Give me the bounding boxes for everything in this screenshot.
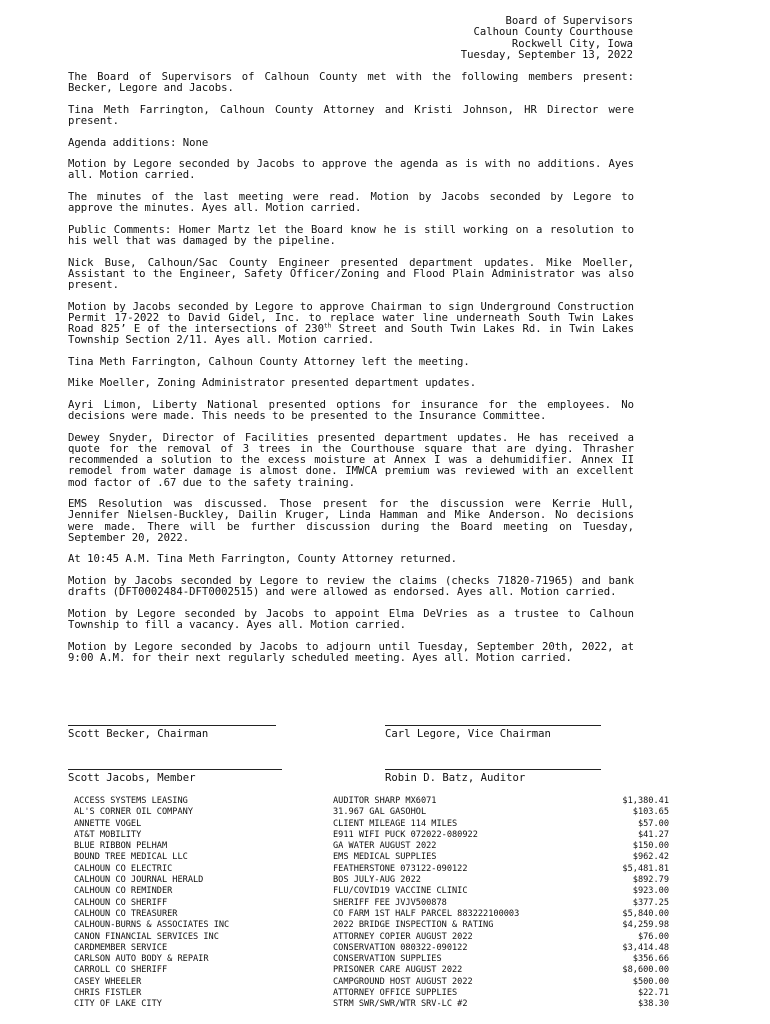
claim-vendor: ACCESS SYSTEMS LEASING [74, 796, 188, 806]
claim-amount: $8,600.00 [622, 965, 669, 976]
claim-amount: $22.71 [637, 988, 669, 999]
claim-row [74, 965, 669, 976]
claim-description: CONSERVATION SUPPLIES [333, 954, 442, 965]
claim-vendor: AT&T MOBILITY [74, 829, 142, 840]
paragraph-facilities: Dewey Snyder, Director of Facilities presented department updates. He has received a quote for the removal of 3 trees in the Courthouse square that are dying. Thrasher recommended a solution to the excess moisture at Annex I was a dehumidifier. Annex II remodel from water damage is almost done. IMWCA premium was reviewed with an excellent mod factor of .67 due to the safety training. [68, 431, 634, 489]
claim-vendor: CALHOUN-BURNS & ASSOCIATES INC [74, 920, 230, 931]
paragraph-insurance: Ayri Limon, Liberty National presented options for insurance for the employees. No decisions were made. This needs to be presented to the Insurance Committee. [68, 398, 634, 423]
claim-row [74, 943, 669, 954]
signature-member [68, 769, 282, 784]
signature-name: Scott Jacobs, Member [68, 772, 196, 784]
claim-description: ATTORNEY OFFICE SUPPLIES [333, 988, 458, 999]
claim-vendor: CALHOUN CO REMINDER [74, 886, 173, 897]
claim-row [74, 819, 669, 830]
paragraph-trustee-motion: Motion by Legore seconded by Jacobs to appoint Elma DeVries as a trustee to Calhoun Township to fill a vacancy. Ayes all. Motion carried. [68, 607, 634, 631]
signature-vice-chairman [385, 725, 601, 740]
claim-vendor: AL'S CORNER OIL COMPANY [74, 807, 193, 818]
claim-row [74, 977, 669, 988]
claim-row [74, 830, 669, 841]
signature-name: Robin D. Batz, Auditor [385, 772, 526, 784]
claim-description: CONSERVATION 080322-090122 [333, 942, 468, 953]
claim-amount: $356.66 [632, 954, 669, 965]
claim-amount: $150.00 [632, 841, 669, 852]
claim-description: 2022 BRIDGE INSPECTION & RATING [333, 920, 494, 931]
claim-amount: $103.65 [632, 807, 669, 818]
claim-vendor: CARLSON AUTO BODY & REPAIR [74, 954, 209, 965]
claim-description: ATTORNEY COPIER AUGUST 2022 [333, 931, 473, 942]
paragraph-adjourn-motion: Motion by Legore seconded by Jacobs to adjourn until Tuesday, September 20th, 2022, at 9:00 A.M. for their next regularly scheduled meeting. Ayes all. Motion carried. [68, 640, 634, 664]
paragraph-ems-resolution: EMS Resolution was discussed. Those present for the discussion were Kerrie Hull, Jennifer Nielsen-Buckley, Dailin Kruger, Linda Hamman and Mike Anderson. No decisions were made. There will be further discussion during the Board meeting on Tuesday, September 20, 2022. [68, 498, 634, 544]
claim-description: STRM SWR/SWR/WTR SRV-LC #2 [333, 999, 468, 1010]
claim-description: SHERIFF FEE JVJV500878 [333, 897, 447, 908]
claim-vendor: BOUND TREE MEDICAL LLC [74, 852, 188, 863]
claim-row [74, 796, 669, 807]
claim-amount: $500.00 [632, 976, 669, 987]
claim-row [74, 932, 669, 943]
header-date: Tuesday, September 13, 2022 [460, 48, 633, 61]
signature-line [385, 725, 601, 726]
claim-description: FEATHERSTONE 073122-090122 [333, 863, 468, 874]
claim-amount: $4,259.98 [622, 920, 669, 931]
signature-line [68, 769, 282, 770]
signature-name: Scott Becker, Chairman [68, 728, 209, 740]
claim-vendor: CALHOUN CO TREASURER [74, 908, 178, 919]
claim-description: FLU/COVID19 VACCINE CLINIC [333, 886, 468, 897]
claim-amount: $57.00 [637, 818, 669, 829]
paragraph-engineer-updates: Nick Buse, Calhoun/Sac County Engineer presented department updates. Mike Moeller, Assistant to the Engineer, Safety Officer/Zoning and Flood Plain Administrator was also present. [68, 256, 634, 291]
claim-description: PRISONER CARE AUGUST 2022 [333, 965, 463, 976]
claim-amount: $38.30 [637, 999, 669, 1010]
claim-row [74, 954, 669, 965]
signature-chairman [68, 725, 276, 740]
paragraph-public-comments: Public Comments: Homer Martz let the Board know he is still working on a resolution to his well that was damaged by the pipeline. [68, 223, 634, 247]
signature-block [68, 718, 634, 788]
claim-row [74, 875, 669, 886]
claim-vendor: CALHOUN CO ELECTRIC [74, 863, 173, 874]
claim-description: 31.967 GAL GASOHOL [333, 807, 427, 818]
claim-amount: $892.79 [632, 875, 669, 886]
claim-description: E911 WIFI PUCK 072022-080922 [333, 829, 478, 840]
claim-vendor: CHRIS FISTLER [74, 988, 142, 999]
ordinal-superscript: th [324, 322, 332, 330]
paragraph-attorney-left: Tina Meth Farrington, Calhoun County Attorney left the meeting. [68, 355, 470, 368]
claim-row [74, 807, 669, 818]
claim-vendor: CITY OF LAKE CITY [74, 999, 162, 1010]
claim-row [74, 988, 669, 999]
claim-amount: $76.00 [637, 931, 669, 942]
signature-auditor [385, 769, 601, 784]
signature-line [68, 725, 276, 726]
claim-vendor: CARROLL CO SHERIFF [74, 965, 168, 976]
claim-row [74, 864, 669, 875]
claim-row [74, 999, 669, 1010]
claim-amount: $41.27 [637, 829, 669, 840]
claim-amount: $3,414.48 [622, 942, 669, 953]
claim-vendor: CANON FINANCIAL SERVICES INC [74, 931, 219, 942]
claim-row [74, 886, 669, 897]
claim-vendor: CALHOUN CO JOURNAL HERALD [74, 875, 204, 886]
claim-amount: $377.25 [632, 897, 669, 908]
permit-text-part2: Street and South Twin Lakes Rd. in Twin Lakes Township Section 2/11. Ayes all. Motion carried. [68, 322, 634, 347]
paragraph-agenda-motion: Motion by Legore seconded by Jacobs to approve the agenda as is with no additions. Ayes all. Motion carried. [68, 158, 634, 182]
paragraph-others-present: Tina Meth Farrington, Calhoun County Attorney and Kristi Johnson, HR Director were present. [68, 103, 634, 127]
header-city: Rockwell City, Iowa [511, 37, 633, 50]
claim-row [74, 852, 669, 863]
paragraph-zoning-updates: Mike Moeller, Zoning Administrator presented department updates. [68, 377, 477, 390]
claim-row [74, 909, 669, 920]
claim-description: CLIENT MILEAGE 114 MILES [333, 818, 458, 829]
claim-description: CAMPGROUND HOST AUGUST 2022 [333, 976, 473, 987]
claim-vendor: BLUE RIBBON PELHAM [74, 841, 168, 852]
claim-row [74, 898, 669, 909]
permit-text-part1: Motion by Jacobs seconded by Legore to approve Chairman to sign Underground Construction Permit 17-2022 to David Gidel, Inc. to replace water line underneath South Twin Lakes Road 825’ E of the intersections of 230 [68, 300, 634, 335]
claim-amount: $962.42 [632, 852, 669, 863]
paragraph-agenda-additions: Agenda additions: None [68, 136, 209, 149]
paragraph-attorney-returned: At 10:45 A.M. Tina Meth Farrington, County Attorney returned. [68, 553, 458, 566]
claim-vendor: ANNETTE VOGEL [74, 818, 142, 829]
paragraph-permit-motion [68, 302, 634, 347]
claim-vendor: CARDMEMBER SERVICE [74, 942, 168, 953]
minutes-body [68, 72, 634, 674]
claim-description: EMS MEDICAL SUPPLIES [333, 852, 437, 863]
paragraph-members-present: The Board of Supervisors of Calhoun County met with the following members present: Becker, Legore and Jacobs. [68, 71, 634, 95]
paragraph-minutes-motion: The minutes of the last meeting were read. Motion by Jacobs seconded by Legore to approve the minutes. Ayes all. Motion carried. [68, 190, 634, 215]
claim-amount: $923.00 [632, 886, 669, 897]
claim-vendor: CASEY WHEELER [74, 976, 142, 987]
claim-amount: $1,380.41 [622, 796, 669, 806]
claim-row [74, 841, 669, 852]
signature-line [385, 769, 601, 770]
claim-vendor: CALHOUN CO SHERIFF [74, 897, 168, 908]
claim-row [74, 920, 669, 931]
claim-description: BOS JULY-AUG 2022 [333, 875, 421, 886]
document-header [461, 16, 633, 61]
header-location: Calhoun County Courthouse [473, 26, 633, 39]
claims-list [74, 796, 669, 1011]
signature-name: Carl Legore, Vice Chairman [385, 728, 551, 740]
claim-description: GA WATER AUGUST 2022 [333, 841, 437, 852]
claim-amount: $5,840.00 [622, 908, 669, 919]
paragraph-claims-motion: Motion by Jacobs seconded by Legore to review the claims (checks 71820-71965) and bank drafts (DFT0002484-DFT0002515) and were allowed as endorsed. Ayes all. Motion carried. [68, 574, 634, 599]
header-board-name: Board of Supervisors [505, 15, 633, 27]
claim-description: CO FARM 1ST HALF PARCEL 883222100003 [333, 908, 520, 919]
claim-amount: $5,481.81 [622, 863, 669, 874]
claim-description: AUDITOR SHARP MX6071 [333, 796, 437, 806]
